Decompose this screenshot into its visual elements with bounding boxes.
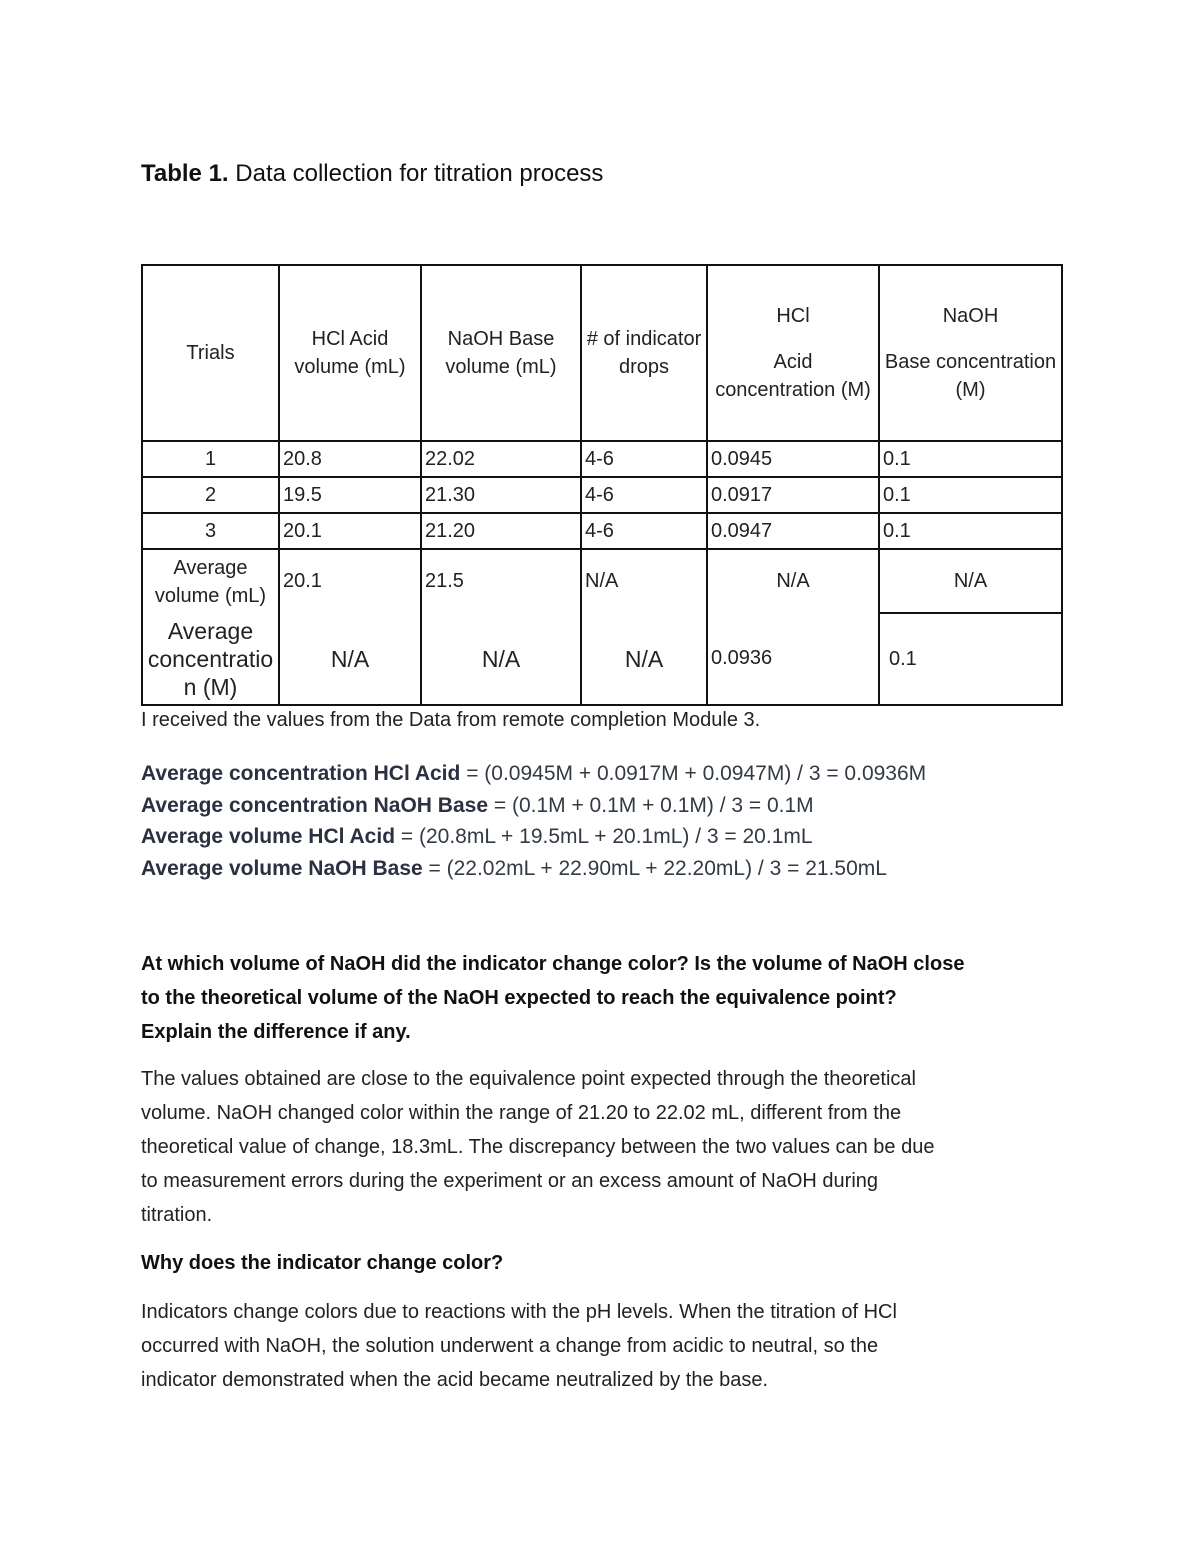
cell-hcl-concentration: 0.0947 [707, 513, 879, 549]
average-formulas [141, 758, 926, 884]
cell-average-volume-label: Average volume (mL) [142, 549, 279, 613]
cell-naoh-concentration: 0.1 [879, 513, 1062, 549]
cell-trial: 2 [142, 477, 279, 513]
cell-average-hcl-concentration: N/A [707, 549, 879, 613]
header-hcl-concentration [707, 265, 879, 441]
average-concentration-row [142, 613, 1062, 705]
cell-trial: 1 [142, 441, 279, 477]
caption-label: Table 1. [141, 160, 229, 187]
header-indicator-drops: # of indicator drops [581, 265, 707, 441]
table-row [142, 513, 1062, 549]
source-note: I received the values from the Data from remote completion Module 3. [141, 709, 761, 731]
answer-line: titration. [141, 1204, 213, 1226]
header-naoh-volume: NaOH Base volume (mL) [421, 265, 581, 441]
formula-expression: = (0.0945M + 0.0917M + 0.0947M) / 3 = 0.0936M [460, 762, 927, 785]
formula-line [141, 790, 926, 822]
cell-drops: 4-6 [581, 513, 707, 549]
header-naoh-concentration-top: NaOH [942, 305, 999, 327]
table-row [142, 477, 1062, 513]
header-naoh-concentration [879, 265, 1062, 441]
formula-line [141, 853, 926, 885]
cell-naoh-volume: 21.20 [421, 513, 581, 549]
answer-line: to measurement errors during the experiment or an excess amount of NaOH during [141, 1170, 879, 1192]
cell-average-naoh-conc-value: 0.1 [879, 613, 1062, 705]
cell-hcl-volume: 19.5 [279, 477, 421, 513]
answer-1 [141, 1062, 1061, 1232]
cell-naoh-concentration: 0.1 [879, 477, 1062, 513]
table-header-row [142, 265, 1062, 441]
formula-expression: = (0.1M + 0.1M + 0.1M) / 3 = 0.1M [488, 793, 814, 817]
header-hcl-concentration-bottom: Acid concentration (M) [715, 351, 871, 401]
header-hcl-volume: HCl Acid volume (mL) [279, 265, 421, 441]
formula-label: Average concentration NaOH Base [141, 793, 489, 817]
average-volume-row [142, 549, 1062, 613]
caption-text: Data collection for titration process [235, 160, 604, 187]
cell-naoh-volume: 21.30 [421, 477, 581, 513]
table-row [142, 441, 1062, 477]
answer-line: theoretical value of change, 18.3mL. The discrepancy between the two values can be due [141, 1136, 935, 1158]
header-trials: Trials [142, 265, 279, 441]
question-line: At which volume of NaOH did the indicator change color? Is the volume of NaOH close [141, 953, 965, 975]
cell-hcl-concentration: 0.0917 [707, 477, 879, 513]
table-caption [141, 160, 603, 188]
answer-line: volume. NaOH changed color within the range of 21.20 to 22.02 mL, different from the [141, 1102, 902, 1124]
question-line: to the theoretical volume of the NaOH expected to reach the equivalence point? [141, 987, 897, 1009]
question-line: Explain the difference if any. [141, 1021, 411, 1043]
formula-line [141, 758, 926, 790]
cell-hcl-volume: 20.1 [279, 513, 421, 549]
cell-average-concentration-label: Average concentratio n (M) [142, 613, 279, 705]
cell-concentration-drops: N/A [581, 613, 707, 705]
formula-line [141, 821, 926, 853]
question-1 [141, 947, 964, 1049]
cell-average-hcl-conc-value: 0.0936 [707, 613, 879, 705]
formula-label: Average volume HCl Acid [141, 825, 396, 848]
formula-expression: = (20.8mL + 19.5mL + 20.1mL) / 3 = 20.1mL [395, 825, 813, 848]
cell-drops: 4-6 [581, 441, 707, 477]
answer-line: Indicators change colors due to reactions with the pH levels. When the titration of HCl [141, 1301, 897, 1323]
formula-label: Average volume NaOH Base [141, 856, 423, 880]
cell-drops: 4-6 [581, 477, 707, 513]
cell-average-hcl-volume: 20.1 [279, 549, 421, 613]
cell-naoh-volume: 22.02 [421, 441, 581, 477]
cell-concentration-naoh-volume: N/A [421, 613, 581, 705]
answer-2 [141, 1295, 1061, 1397]
cell-naoh-concentration: 0.1 [879, 441, 1062, 477]
header-hcl-concentration-top: HCl [776, 305, 810, 327]
answer-line: The values obtained are close to the equivalence point expected through the theoretical [141, 1068, 916, 1090]
cell-concentration-hcl-volume: N/A [279, 613, 421, 705]
question-2: Why does the indicator change color? [141, 1252, 504, 1274]
header-naoh-concentration-bottom: Base concentration (M) [884, 351, 1057, 401]
answer-line: indicator demonstrated when the acid became neutralized by the base. [141, 1369, 769, 1391]
formula-label: Average concentration HCl Acid [141, 762, 461, 785]
titration-data-table [141, 264, 1063, 706]
cell-trial: 3 [142, 513, 279, 549]
formula-expression: = (22.02mL + 22.90mL + 22.20mL) / 3 = 21.50mL [422, 856, 887, 880]
answer-line: occurred with NaOH, the solution underwent a change from acidic to neutral, so the [141, 1335, 879, 1357]
cell-average-drops: N/A [581, 549, 707, 613]
cell-average-naoh-concentration: N/A [879, 549, 1062, 613]
cell-hcl-concentration: 0.0945 [707, 441, 879, 477]
cell-average-naoh-volume: 21.5 [421, 549, 581, 613]
cell-hcl-volume: 20.8 [279, 441, 421, 477]
